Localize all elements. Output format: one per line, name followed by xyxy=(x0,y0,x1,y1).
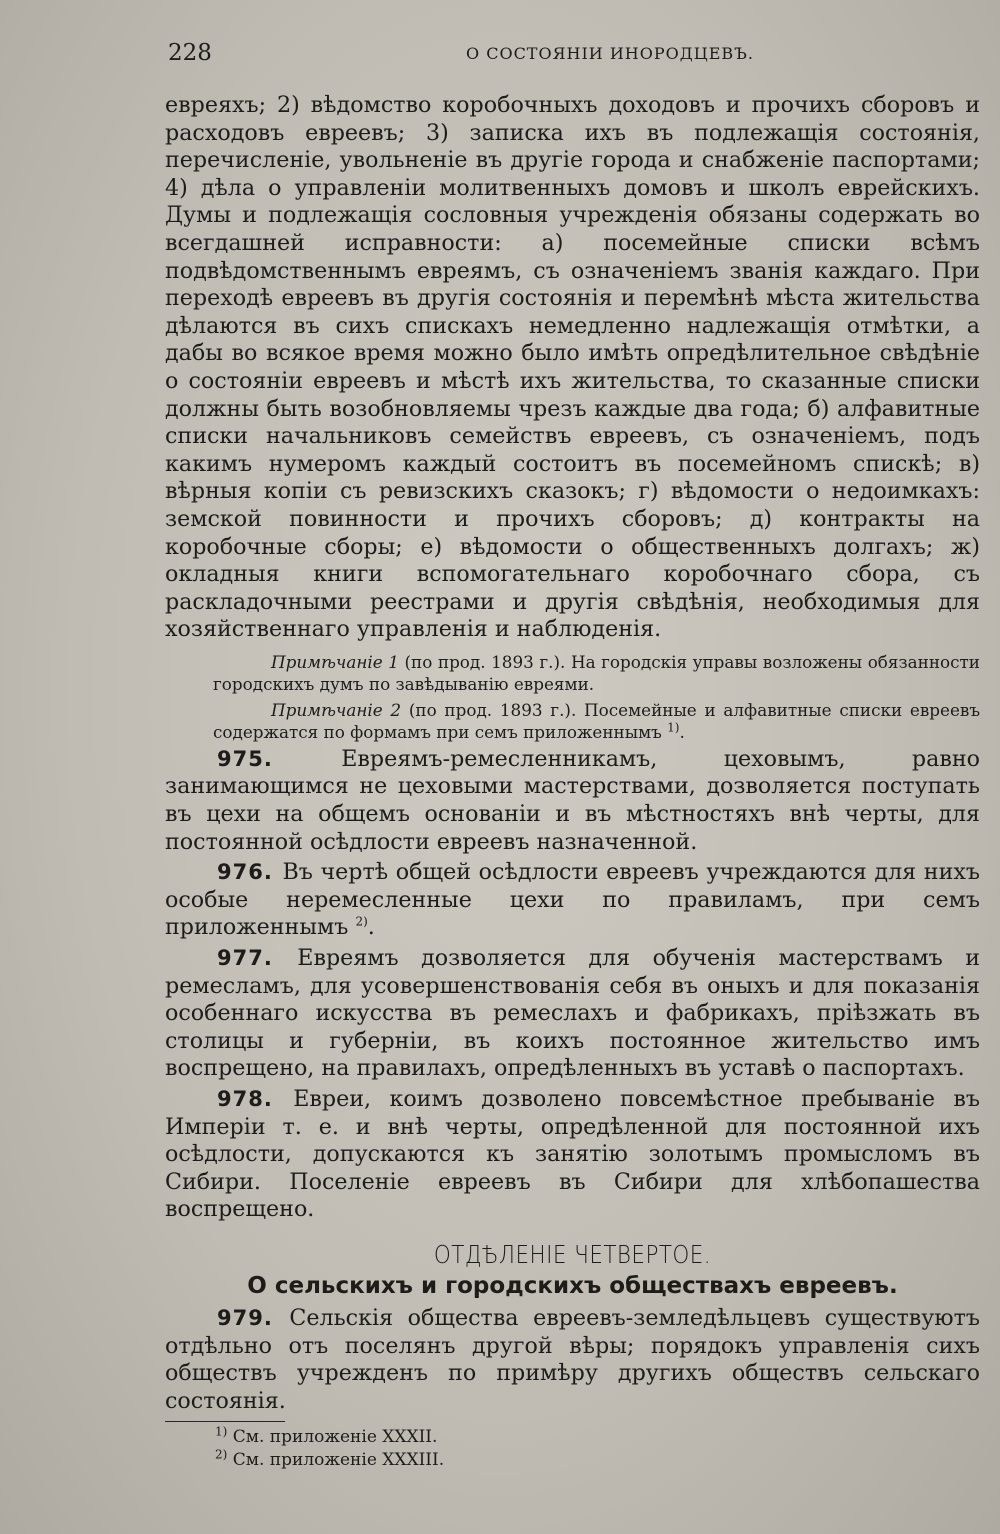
article-number: 977. xyxy=(217,946,273,971)
article-text: Евреямъ дозволяется для обученія мастерствамъ и ремесламъ, для усовершенствованія себя въ оныхъ и для показанія особеннаго искусства въ ремеслахъ и фабрикахъ, пріѣзжать въ столицы и губерніи, въ коихъ постоянное жительство имъ воспрещено, на правилахъ, опредѣленныхъ въ уставѣ о паспортахъ. xyxy=(165,945,980,1082)
note-text: (по прод. 1893 г.). Посемейные и алфавитные списки евреевъ содержатся по формамъ при семъ приложеннымъ xyxy=(213,699,980,742)
running-title: О СОСТОЯНІИ ИНОРОДЦЕВЪ. xyxy=(466,44,754,63)
article-number: 976. xyxy=(217,860,273,885)
article-979 xyxy=(165,1305,980,1415)
footnote-ref: 2) xyxy=(355,915,368,930)
footnote-text: См. приложеніе XXXIII. xyxy=(227,1450,445,1471)
note-1 xyxy=(165,651,980,695)
note-label: Примѣчаніе 1 xyxy=(271,651,399,672)
intro-paragraph: евреяхъ; 2) вѣдомство коробочныхъ доходовъ и прочихъ сборовъ и расходовъ евреевъ; 3) записка ихъ въ подлежащія состоянія, перечисленіе, увольненіе въ другіе города и снабженіе паспортами; 4) дѣла о управленіи молитвенныхъ домовъ и школъ еврейскихъ. Думы и подлежащія сословныя учрежденія обязаны содержать во всегдашней исправности: а) посемейные списки всѣмъ подвѣдомственнымъ евреямъ, съ означеніемъ званія каждаго. При переходѣ евреевъ въ другія состоянія и перемѣнѣ мѣста жительства дѣлаются въ сихъ спискахъ немедленно надлежащія отмѣтки, а дабы во всякое время можно было имѣть опредѣлительное свѣдѣніе о состояніи евреевъ и мѣстѣ ихъ жительства, то сказанные списки должны быть возобновляемы чрезъ каждые два года; б) алфавитные списки начальниковъ семействъ евреевъ, съ означеніемъ, подъ какимъ нумеромъ каждый состоитъ въ посемейномъ спискѣ; в) вѣрныя копіи съ ревизскихъ сказокъ; г) вѣдомости о недоимкахъ: земской повинности и прочихъ сборовъ; д) контракты на коробочные сборы; е) вѣдомости о общественныхъ долгахъ; ж) окладныя книги вспомогательнаго коробочнаго сбора, съ раскладочными реестрами и другія свѣдѣнія, необходимыя для хозяйственнаго управленія и наблюденія. xyxy=(165,92,980,643)
footnote-1 xyxy=(165,1426,980,1449)
article-text: Евреямъ-ремесленникамъ, цеховымъ, равно занимающимся не цеховыми мастерствами, дозволяется поступать въ цехи на общемъ основаніи и въ мѣстностяхъ внѣ черты, для постоянной осѣдлости евреевъ назначенной. xyxy=(165,745,980,855)
note-2: Примѣчаніе 2 (по прод. 1893 г.). Посемейные и алфавитные списки евреевъ содержатся по формамъ при семъ приложеннымъ $^{1)}$. xyxy=(213,699,980,742)
note-text: (по прод. 1893 г.). На городскія управы возложены обязанности городскихъ думъ по завѣдыванію евреями. xyxy=(213,651,980,694)
note-label: Примѣчаніе 2 xyxy=(271,699,402,720)
footnote-ref: 1) xyxy=(667,720,680,735)
article-977 xyxy=(165,945,980,1083)
footnote-mark: 1) xyxy=(215,1424,228,1439)
article-text: Въ чертѣ общей осѣдлости евреевъ учреждаются для нихъ особые неремесленные цехи по правиламъ, при семъ приложеннымъ xyxy=(165,859,980,941)
article-number: 978. xyxy=(217,1087,273,1111)
footnote-2 xyxy=(165,1449,980,1472)
article-text: Евреи, коимъ дозволено повсемѣстное пребываніе въ Имперіи т. е. и внѣ черты, опредѣленной для постоянной ихъ осѣдлости, допускаются къ занятію золотымъ промысломъ въ Сибири. Поселеніе евреевъ въ Сибири для хлѣбопашества воспрещено. xyxy=(165,1086,980,1223)
page-header xyxy=(168,40,938,74)
article-975 xyxy=(165,746,980,856)
footnote-mark: 2) xyxy=(215,1447,228,1462)
section-subtitle: О сельскихъ и городскихъ обществахъ евреевъ. xyxy=(247,1272,898,1299)
footnote-divider xyxy=(165,1421,285,1422)
page-body xyxy=(165,92,980,1472)
page-number: 228 xyxy=(168,40,212,66)
article-976 xyxy=(165,859,980,942)
section-title: ОТДѢЛЕНІЕ ЧЕТВЕРТОЕ. xyxy=(433,1239,712,1269)
article-number: 979. xyxy=(217,1305,273,1330)
article-number: 975. xyxy=(217,746,273,771)
article-tail: . xyxy=(367,914,375,941)
footnote-text: См. приложеніе XXXII. xyxy=(227,1427,438,1448)
article-text: Сельскія общества евреевъ-земледѣльцевъ существуютъ отдѣльно отъ поселянъ другой вѣры; порядокъ управленія сихъ обществъ учрежденъ по примѣру другихъ обществъ сельскаго состоянія. xyxy=(165,1304,980,1414)
article-978 xyxy=(165,1086,980,1224)
